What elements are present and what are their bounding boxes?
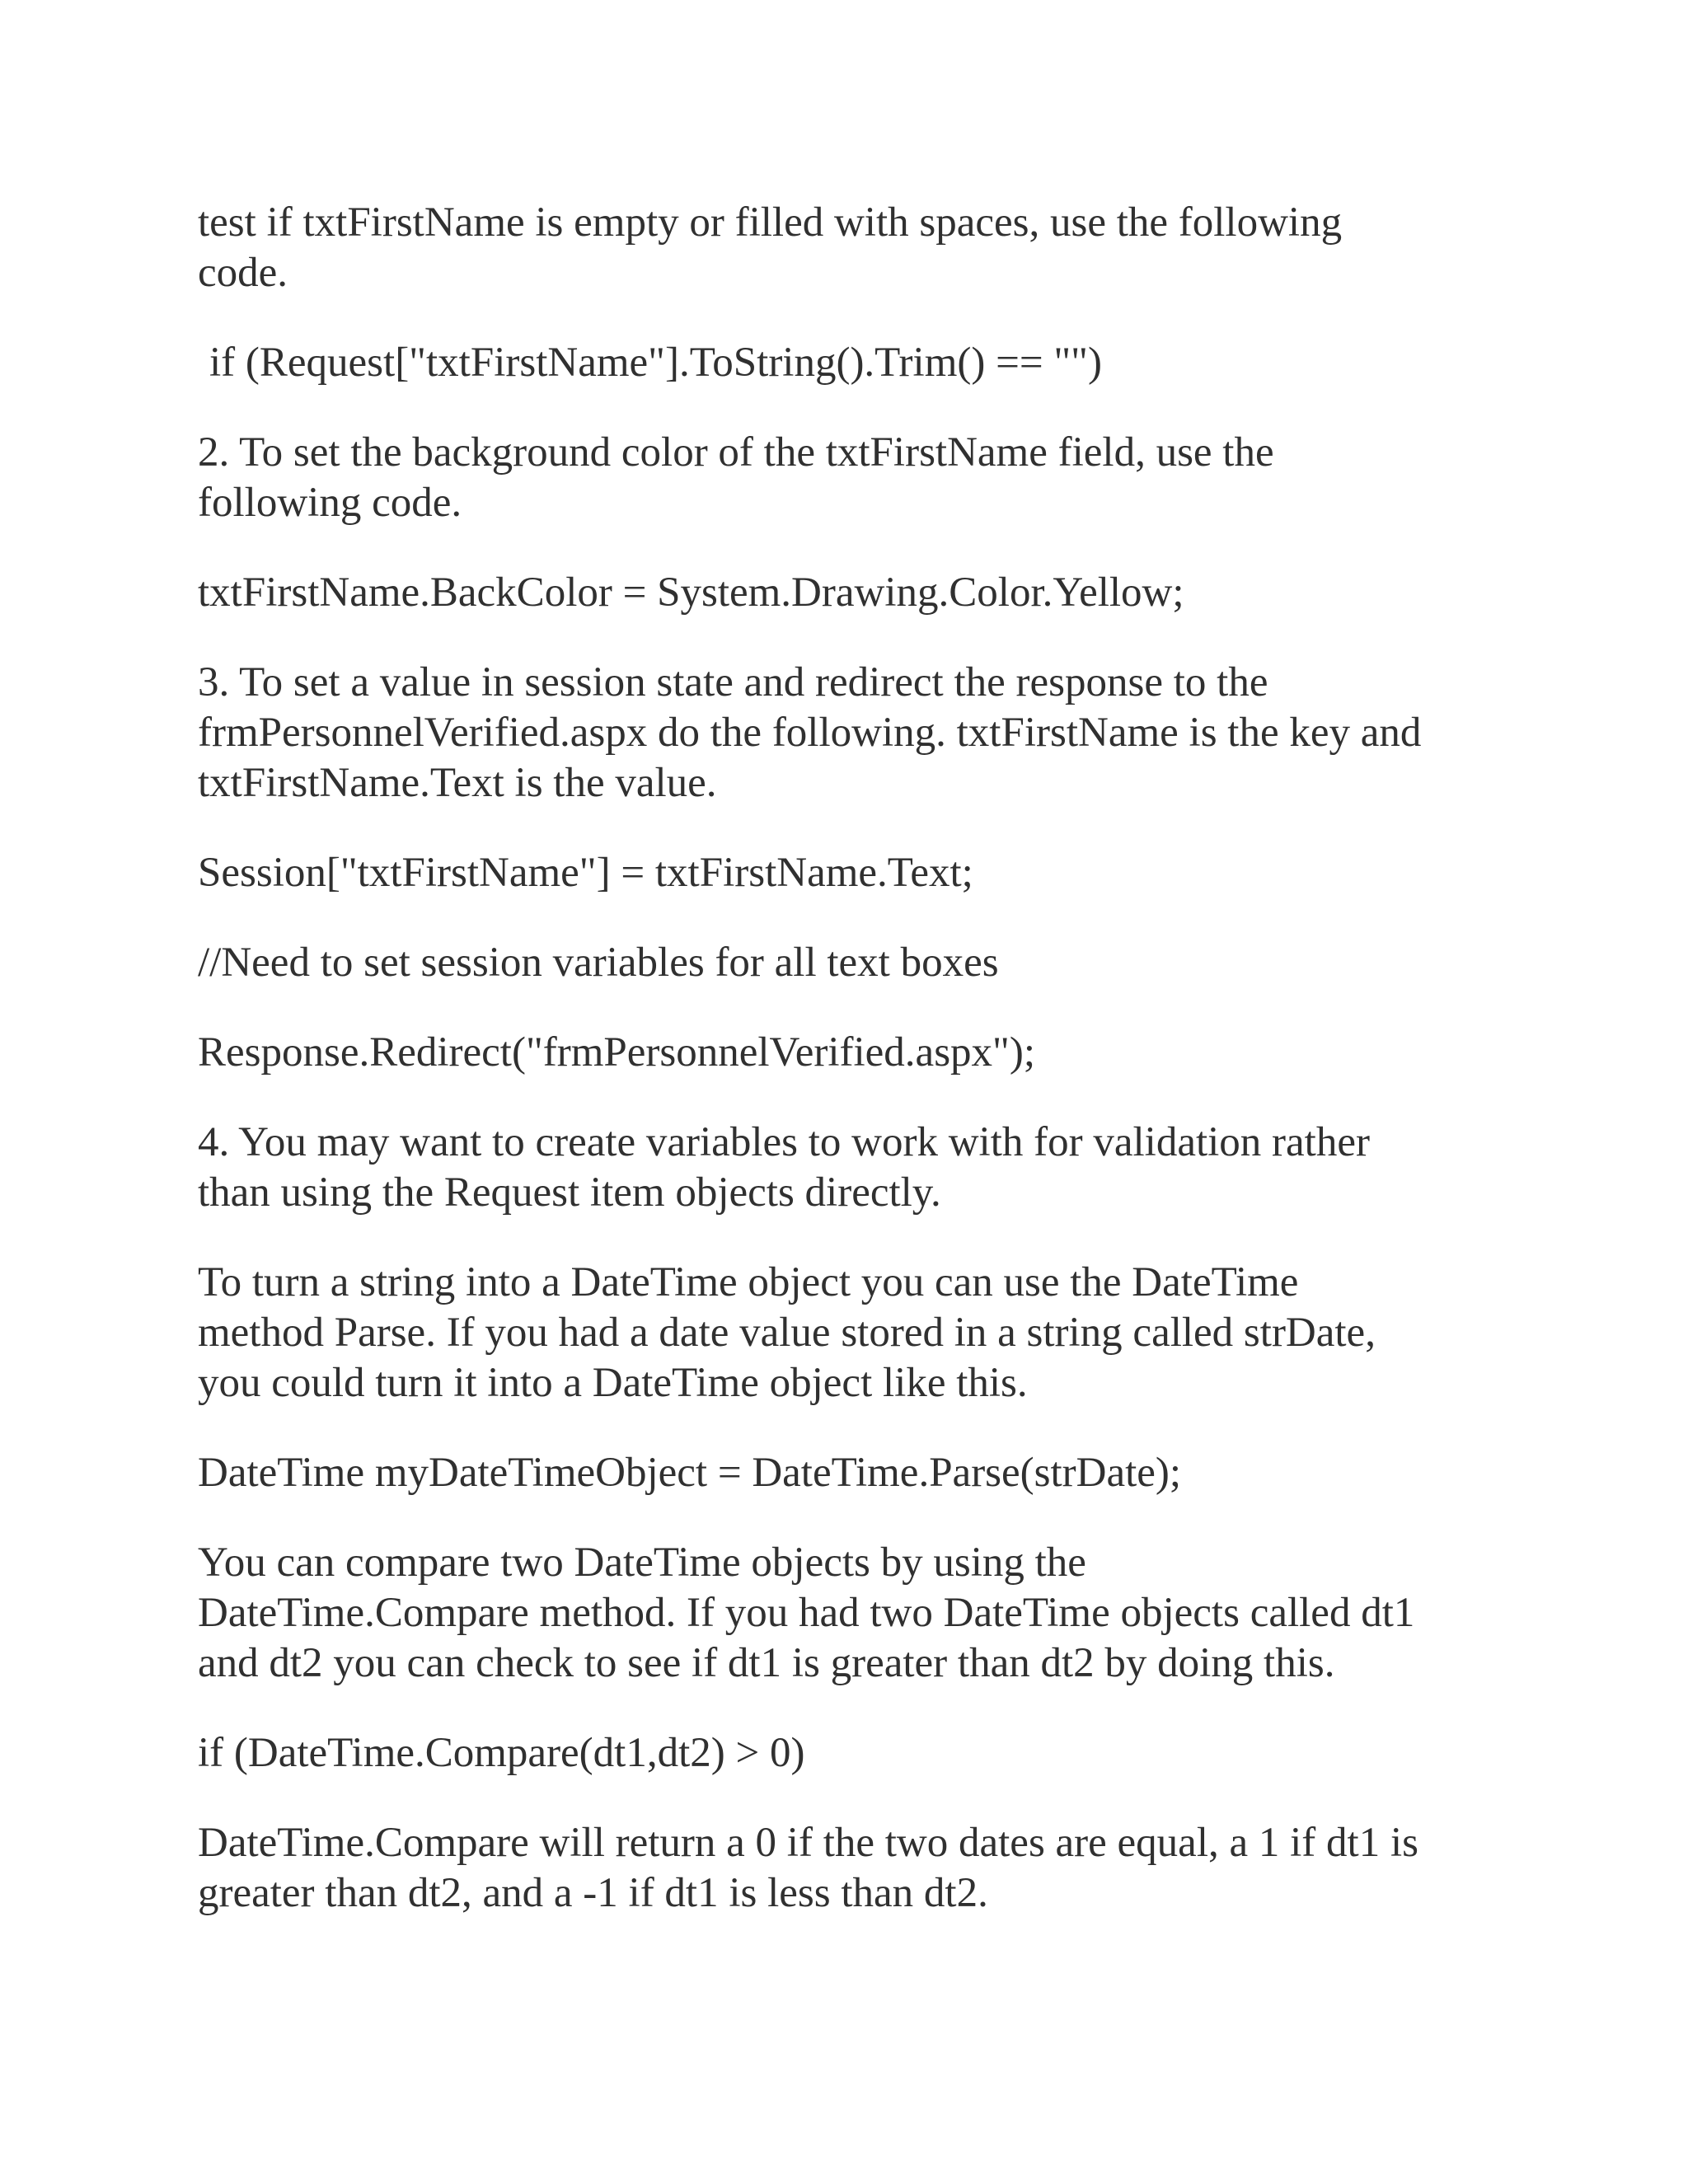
paragraph-datetime-parse: To turn a string into a DateTime object you can use the DateTime method Parse. If you had a date value stored in a string called strDate, you could turn it into a DateTime object like this. bbox=[198, 1259, 1376, 1406]
code-trim-check: if (Request["txtFirstName"].ToString().Trim() == "") bbox=[209, 340, 1102, 386]
code-datetime-parse: DateTime myDateTimeObject = DateTime.Parse(strDate); bbox=[198, 1450, 1182, 1496]
code-redirect: Response.Redirect("frmPersonnelVerified.aspx"); bbox=[198, 1029, 1036, 1076]
code-datetime-compare: if (DateTime.Compare(dt1,dt2) > 0) bbox=[198, 1730, 805, 1776]
paragraph-step-4: 4. You may want to create variables to work with for validation rather than using the Request item objects directly. bbox=[198, 1119, 1370, 1216]
code-session-set: Session["txtFirstName"] = txtFirstName.Text; bbox=[198, 850, 973, 896]
paragraph-datetime-compare: You can compare two DateTime objects by using the DateTime.Compare method. If you had two DateTime objects called dt1 and dt2 you can check to see if dt1 is greater than dt2 by doing this. bbox=[198, 1540, 1415, 1686]
code-comment: //Need to set session variables for all text boxes bbox=[198, 940, 999, 986]
paragraph-step-3: 3. To set a value in session state and redirect the response to the frmPersonnelVerified.aspx do the following. txtFirstName is the key and txtFirstName.Text is the value. bbox=[198, 659, 1422, 806]
paragraph-compare-result: DateTime.Compare will return a 0 if the two dates are equal, a 1 if dt1 is greater than dt2, and a -1 if dt1 is less than dt2. bbox=[198, 1820, 1418, 1916]
paragraph-intro: test if txtFirstName is empty or filled with spaces, use the following code. bbox=[198, 199, 1343, 296]
code-backcolor: txtFirstName.BackColor = System.Drawing.Color.Yellow; bbox=[198, 569, 1184, 616]
document-body bbox=[198, 198, 1517, 1958]
paragraph-step-2: 2. To set the background color of the txtFirstName field, use the following code. bbox=[198, 429, 1274, 526]
